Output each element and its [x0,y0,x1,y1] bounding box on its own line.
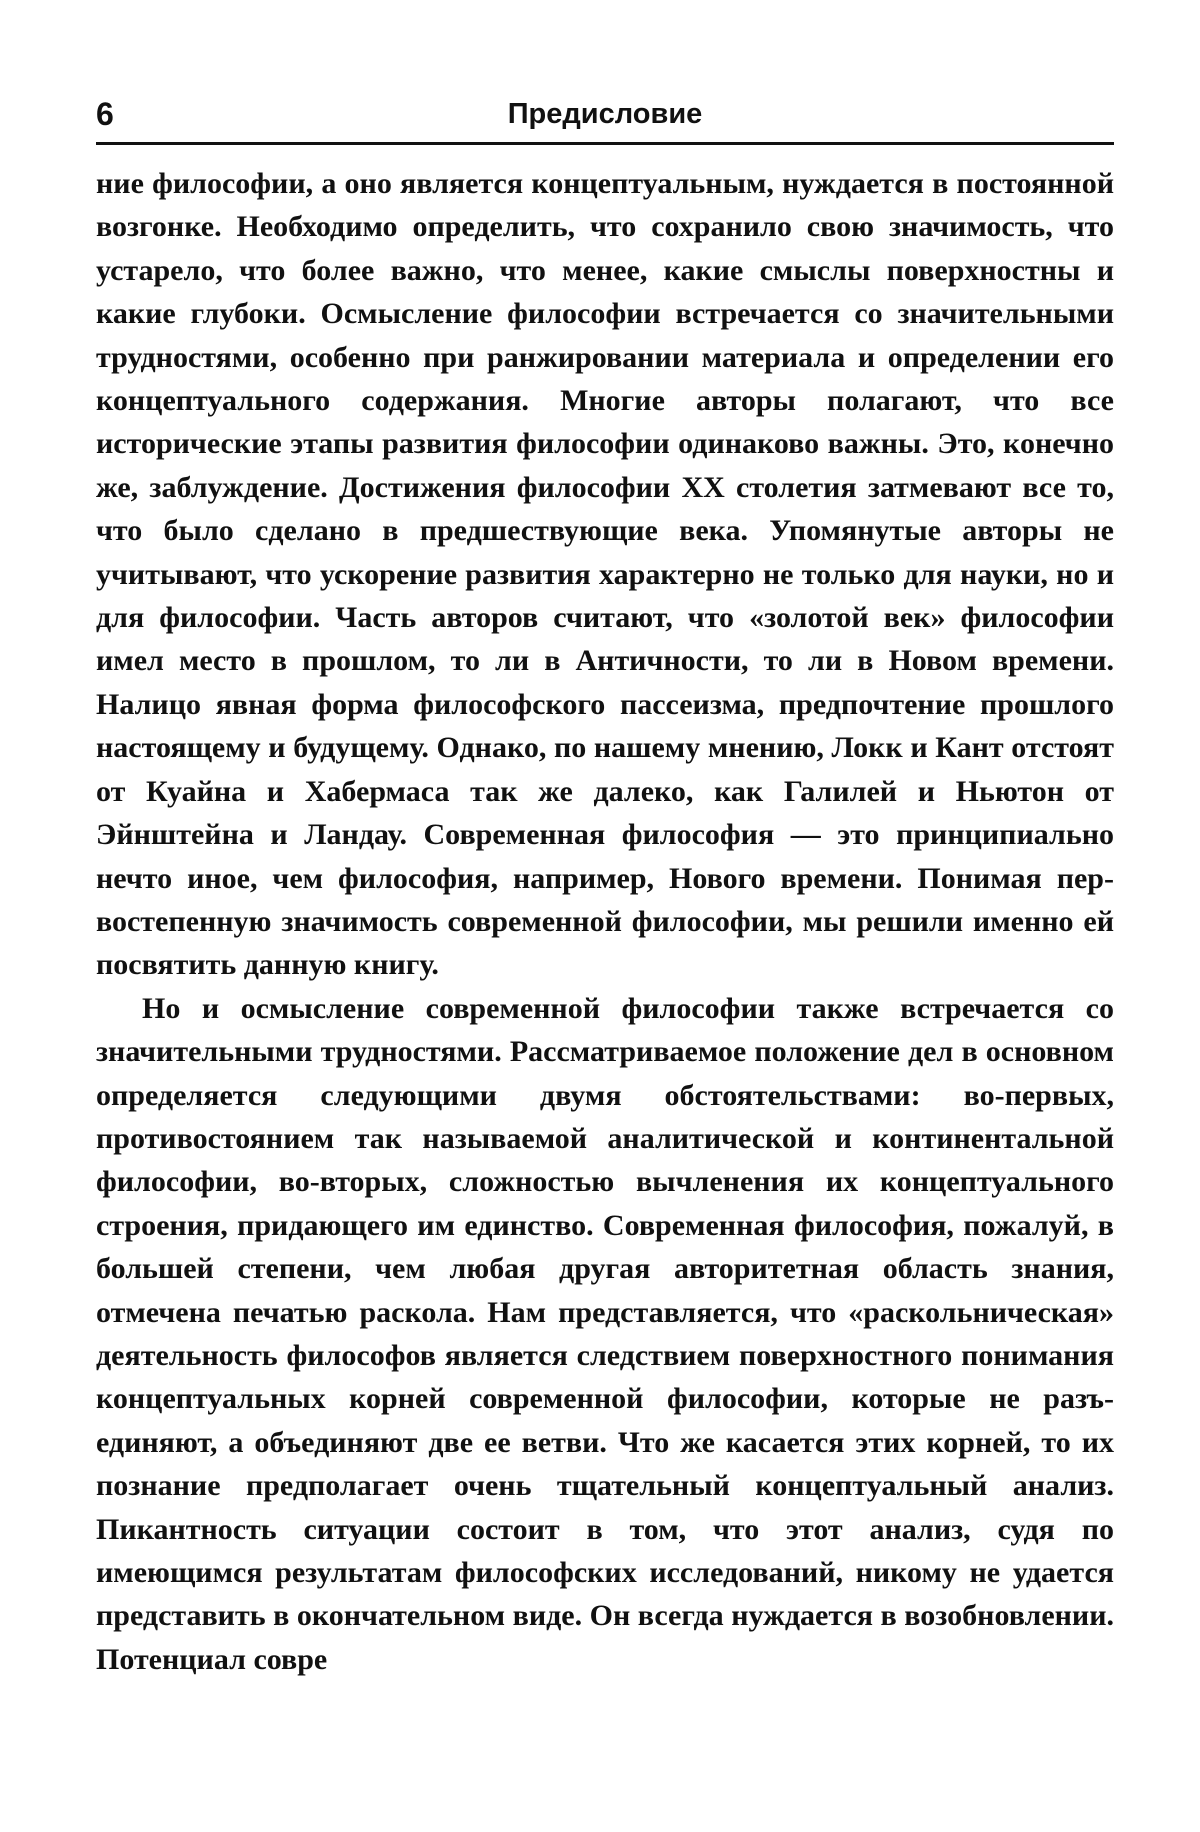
body-text [96,162,1114,1681]
header-rule [96,142,1114,145]
page-number: 6 [96,96,114,132]
running-title: Предисловие [507,98,703,130]
paragraph-continued: ние философии, а оно является концептуальным, нуждается в постоянной возгонке. Необходимо определить, что сохранило свою значимость, что устарело, что более важно, что менее, какие смыслы поверхностны и какие глубоки. Осмысление философии встречается со значительными трудностями, особенно при ранжировании материала и определении его концептуального содержания. Многие авторы полагают, что все исторические этапы развития философии одинаково важны. Это, конечно же, заблуждение. Достижения философии XX столетия затмевают все то, что было сделано в предшествующие века. Упомянутые авторы не учитывают, что ускорение развития характерно не только для науки, но и для философии. Часть авторов считают, что «золотой век» философии имел место в прошлом, то ли в Античности, то ли в Новом времени. Налицо явная форма философского пассеизма, предпочтение прошлого настоящему и будущему. Однако, по нашему мнению, Локк и Кант отстоят от Куайна и Хабермаса так же далеко, как Галилей и Ньютон от Эйнштейна и Ландау. Современная философия — это принципиально нечто иное, чем философия, например, Нового времени. Понимая первостепенную значимость современной философии, мы решили именно ей посвятить данную книгу. [96,167,1114,982]
paragraph: Но и осмысление современной философии также встречается со значительными трудностями. Рассматриваемое положение дел в основном определяется следующими двумя обстоятельствами: во-первых, противостоянием так называемой аналитической и континентальной философии, во-вторых, сложностью вычленения их концептуального строения, придающего им единство. Современная философия, пожалуй, в большей степени, чем любая другая авторитетная область знания, отмечена печатью раскола. Нам представляется, что «раскольническая» деятельность философов является следствием поверхностного понимания концептуальных корней современной философии, которые не разъединяют, а объединяют две ее ветви. Что же касается этих корней, то их познание предполагает очень тщательный концептуальный анализ. Пикантность ситуации состоит в том, что этот анализ, судя по имеющимся результатам философских исследований, никому не удается представить в окончательном виде. Он всегда нуждается в возобновлении. Потенциал совре [96,991,1114,1676]
running-head [96,94,1114,140]
